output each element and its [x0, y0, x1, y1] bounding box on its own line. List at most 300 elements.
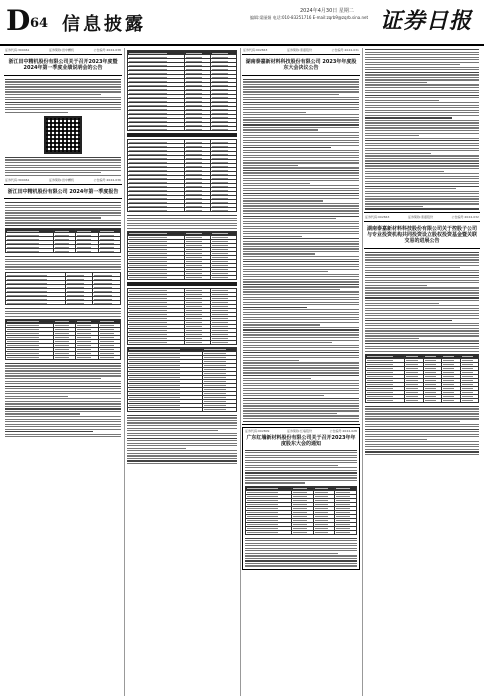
text-line	[365, 303, 439, 304]
text-line	[365, 178, 479, 179]
text-line	[5, 424, 121, 425]
text-line	[127, 225, 237, 226]
text-line	[243, 86, 359, 87]
text-line	[243, 162, 359, 163]
table-cell	[6, 356, 54, 360]
text-line	[5, 99, 121, 100]
text-line	[365, 277, 479, 278]
data-table	[127, 288, 237, 345]
column-divider	[362, 48, 363, 696]
text-line	[5, 157, 121, 158]
text-line	[245, 470, 357, 471]
text-line	[243, 309, 359, 310]
text-line	[243, 195, 359, 196]
text-line	[365, 130, 479, 131]
text-line	[243, 334, 359, 335]
text-line	[243, 410, 359, 411]
text-line	[243, 175, 359, 176]
text-line	[365, 254, 479, 255]
notice-title: 湖南泰嘉新材料科技股份有限公司关于控股子公司与专业投资机构共同投资设立股权投资基金暨关联交易的进展公告	[366, 225, 477, 245]
text-line	[5, 266, 121, 267]
table-cell	[314, 531, 336, 535]
text-line	[5, 159, 121, 160]
text-line	[365, 310, 479, 311]
table-cell	[6, 249, 54, 253]
notice-body	[4, 78, 122, 113]
notice-body	[4, 362, 122, 438]
text-line	[243, 170, 359, 171]
table-cell	[54, 249, 76, 253]
text-line	[127, 443, 237, 444]
text-line	[365, 133, 479, 134]
table-cell	[76, 356, 98, 360]
table-cell	[211, 208, 237, 212]
text-line	[365, 57, 479, 58]
text-line	[245, 553, 338, 554]
text-line	[365, 252, 479, 253]
text-line	[127, 455, 237, 456]
text-line	[5, 167, 121, 168]
text-line	[245, 455, 357, 456]
notice-body	[4, 201, 122, 226]
text-line	[243, 304, 359, 305]
text-line	[5, 431, 93, 432]
table-row	[366, 399, 479, 403]
text-line	[243, 372, 359, 373]
text-line	[365, 150, 479, 151]
text-line	[365, 416, 479, 417]
text-line	[243, 284, 359, 285]
table-cell	[54, 356, 76, 360]
text-line	[245, 548, 357, 549]
text-line	[365, 140, 479, 141]
text-line	[365, 155, 479, 156]
text-line	[243, 150, 359, 151]
table-cell	[128, 208, 185, 212]
data-table	[5, 272, 121, 305]
text-line	[243, 157, 359, 158]
text-line	[365, 270, 479, 271]
text-line	[243, 274, 359, 275]
text-line	[243, 208, 359, 209]
text-line	[243, 357, 359, 358]
text-line	[365, 79, 479, 80]
text-line	[5, 107, 121, 108]
text-line	[365, 100, 439, 101]
text-line	[5, 408, 121, 409]
editor-contact: 编辑:梁丽娟 电话:010-83251716 E-mail:zqrb9@zqrb.sina.net	[250, 15, 369, 20]
text-line	[365, 82, 427, 83]
text-line	[5, 403, 121, 404]
text-line	[5, 256, 121, 257]
text-line	[245, 550, 357, 551]
text-line	[245, 563, 357, 564]
text-line	[127, 425, 237, 426]
text-line	[365, 449, 479, 450]
text-line	[127, 440, 237, 441]
text-line	[243, 281, 359, 282]
text-line	[243, 319, 359, 320]
text-line	[365, 49, 479, 50]
text-line	[5, 210, 121, 211]
text-line	[243, 355, 359, 356]
text-line	[365, 208, 479, 209]
text-line	[243, 286, 359, 287]
notice-body	[242, 78, 360, 422]
table-cell	[211, 276, 237, 280]
data-table	[127, 139, 237, 212]
data-table	[5, 228, 121, 253]
table-row	[128, 208, 237, 212]
text-line	[245, 543, 357, 544]
table-header-bar	[127, 133, 237, 137]
text-line	[243, 210, 359, 211]
text-line	[365, 262, 479, 263]
data-table	[127, 50, 237, 131]
text-line	[365, 112, 479, 113]
text-line	[243, 223, 359, 224]
text-line	[365, 196, 479, 197]
notice-meta: 证券代码:002809 证券简称:红墙股份 公告编号:2024-028	[245, 428, 357, 433]
text-line	[127, 420, 237, 421]
text-line	[5, 215, 121, 216]
text-line	[365, 318, 479, 319]
text-line	[243, 413, 337, 414]
text-line	[245, 558, 357, 559]
text-line	[365, 413, 479, 414]
text-line	[243, 378, 311, 379]
text-line	[365, 343, 479, 344]
text-line	[127, 450, 237, 451]
notice-title: 浙江田中精机股份有限公司 2024年第一季度报告	[7, 188, 119, 195]
text-line	[365, 90, 479, 91]
text-line	[245, 457, 357, 458]
table-cell	[442, 399, 460, 403]
notice-title-block	[4, 54, 122, 76]
text-line	[365, 168, 479, 169]
text-line	[243, 332, 359, 333]
text-line	[243, 89, 359, 90]
text-line	[365, 143, 479, 144]
table-cell	[366, 399, 405, 403]
text-line	[365, 188, 456, 189]
text-line	[5, 225, 121, 226]
text-line	[365, 411, 479, 412]
text-line	[365, 429, 479, 430]
divider	[364, 212, 480, 213]
text-line	[243, 203, 359, 204]
text-line	[5, 368, 121, 369]
text-line	[243, 205, 359, 206]
page-letter: D	[6, 4, 31, 37]
text-line	[365, 295, 479, 296]
text-line	[365, 95, 479, 96]
text-line	[5, 388, 121, 389]
text-line	[243, 228, 359, 229]
table-cell	[185, 127, 211, 131]
text-line	[365, 125, 479, 126]
text-line	[365, 69, 479, 70]
text-line	[365, 305, 479, 306]
text-line	[243, 233, 359, 234]
text-line	[5, 316, 121, 317]
table-row	[6, 249, 121, 253]
table-row	[6, 301, 121, 305]
text-line	[245, 565, 357, 566]
text-line	[5, 411, 121, 412]
text-line	[245, 452, 357, 453]
text-line	[365, 191, 479, 192]
text-line	[243, 408, 359, 409]
text-line	[243, 362, 359, 363]
text-line	[5, 413, 80, 414]
text-line	[365, 171, 444, 172]
text-line	[5, 426, 121, 427]
text-line	[365, 97, 479, 98]
text-line	[5, 212, 121, 213]
text-line	[243, 193, 359, 194]
notice-body	[364, 48, 480, 210]
table-cell	[246, 531, 292, 535]
text-line	[245, 460, 357, 461]
table-cell	[99, 356, 121, 360]
text-line	[243, 380, 359, 381]
text-line	[127, 417, 237, 418]
text-line	[5, 434, 121, 435]
text-line	[365, 120, 479, 121]
text-line	[243, 155, 359, 156]
text-line	[243, 135, 359, 136]
text-line	[5, 259, 121, 260]
text-line	[243, 216, 359, 217]
text-line	[243, 269, 359, 270]
text-line	[127, 220, 237, 221]
text-line	[5, 81, 121, 82]
text-line	[243, 342, 332, 343]
notice-body	[126, 214, 238, 229]
text-line	[365, 148, 479, 149]
column-1	[4, 48, 122, 696]
text-line	[243, 266, 359, 267]
text-line	[243, 241, 359, 242]
text-line	[243, 198, 359, 199]
text-line	[365, 323, 479, 324]
text-line	[365, 282, 479, 283]
text-line	[365, 145, 479, 146]
notice-title: 湖南泰嘉新材料科技股份有限公司 2023年年度股东大会决议公告	[245, 59, 357, 72]
text-line	[365, 160, 479, 161]
text-line	[5, 416, 121, 417]
text-line	[127, 433, 237, 434]
data-table	[127, 347, 237, 412]
notice-title-block	[4, 184, 122, 199]
text-line	[243, 218, 336, 219]
text-line	[365, 280, 479, 281]
page-number: 64	[30, 16, 49, 31]
text-line	[127, 223, 237, 224]
text-line	[243, 188, 359, 189]
text-line	[5, 202, 121, 203]
text-line	[365, 183, 479, 184]
text-line	[5, 373, 121, 374]
text-line	[243, 405, 359, 406]
text-line	[365, 135, 419, 136]
text-line	[243, 264, 359, 265]
text-line	[365, 173, 479, 174]
text-line	[243, 147, 331, 148]
text-line	[365, 335, 479, 336]
text-line	[5, 381, 121, 382]
table-cell	[424, 399, 442, 403]
text-line	[5, 383, 121, 384]
text-line	[5, 393, 121, 394]
text-line	[245, 538, 357, 539]
text-line	[365, 72, 479, 73]
text-line	[365, 64, 460, 65]
text-line	[245, 475, 357, 476]
text-line	[243, 370, 359, 371]
text-line	[243, 345, 359, 346]
issue-date: 2024年4月30日 星期二	[300, 8, 354, 14]
text-line	[243, 398, 359, 399]
text-line	[365, 181, 479, 182]
text-line	[5, 391, 121, 392]
table-row	[128, 341, 237, 345]
text-line	[365, 348, 479, 349]
notice-title-block	[242, 54, 360, 76]
text-line	[365, 406, 479, 407]
masthead	[0, 0, 484, 46]
text-line	[243, 317, 359, 318]
notice-title: 广东红墙新材料股份有限公司关于召开2023年年度股东大会的通知	[246, 434, 356, 448]
text-line	[5, 396, 68, 397]
table-cell	[99, 249, 121, 253]
notice-meta: 证券代码:300461 证券简称:田中精机 公告编号:2024-036	[5, 177, 121, 182]
text-line	[243, 279, 359, 280]
text-line	[365, 265, 479, 266]
text-line	[5, 104, 121, 105]
text-line	[365, 257, 479, 258]
text-line	[243, 421, 359, 422]
notice-title-block	[364, 221, 480, 249]
text-line	[243, 119, 359, 120]
text-line	[5, 436, 121, 437]
table-cell	[66, 301, 94, 305]
text-line	[243, 314, 359, 315]
table-cell	[6, 301, 66, 305]
text-line	[127, 430, 218, 431]
table-cell	[292, 531, 314, 535]
text-line	[245, 482, 305, 483]
text-line	[243, 395, 324, 396]
text-line	[5, 175, 121, 176]
text-line	[243, 99, 359, 100]
data-table	[127, 231, 237, 280]
text-line	[243, 299, 359, 300]
text-line	[365, 267, 460, 268]
text-line	[245, 450, 357, 451]
text-line	[127, 428, 237, 429]
text-line	[365, 84, 479, 85]
text-line	[243, 172, 359, 173]
text-line	[243, 302, 359, 303]
text-line	[365, 431, 479, 432]
text-line	[5, 311, 121, 312]
table-cell	[185, 276, 211, 280]
text-line	[243, 400, 359, 401]
section-title: 信息披露	[62, 14, 146, 35]
text-line	[365, 320, 452, 321]
text-line	[365, 290, 479, 291]
text-line	[127, 458, 237, 459]
text-line	[243, 160, 359, 161]
text-line	[5, 162, 121, 163]
text-line	[365, 138, 479, 139]
text-line	[365, 117, 452, 118]
qr-code-icon	[44, 116, 82, 154]
table-cell	[203, 408, 237, 412]
text-line	[245, 480, 357, 481]
text-line	[243, 360, 299, 361]
notice-body	[4, 156, 122, 176]
text-line	[243, 127, 359, 128]
text-line	[243, 347, 359, 348]
text-line	[243, 109, 359, 110]
table-cell	[185, 341, 211, 345]
text-line	[365, 127, 479, 128]
text-line	[243, 200, 323, 201]
text-line	[5, 419, 121, 420]
text-line	[245, 467, 357, 468]
table-cell	[93, 301, 121, 305]
notice-body	[4, 307, 122, 317]
table-header-bar	[127, 282, 237, 286]
text-line	[243, 97, 359, 98]
text-line	[365, 313, 479, 314]
text-line	[243, 350, 359, 351]
text-line	[243, 248, 359, 249]
text-line	[365, 275, 479, 276]
text-line	[243, 418, 359, 419]
text-line	[243, 117, 359, 118]
text-line	[365, 426, 479, 427]
text-line	[5, 401, 121, 402]
text-line	[365, 424, 479, 425]
text-line	[243, 390, 359, 391]
text-line	[243, 352, 359, 353]
text-line	[243, 185, 359, 186]
text-line	[127, 445, 237, 446]
text-line	[5, 261, 121, 262]
text-line	[365, 87, 479, 88]
notice-body	[364, 251, 480, 352]
text-line	[243, 104, 359, 105]
text-line	[243, 140, 359, 141]
text-line	[243, 294, 359, 295]
text-line	[5, 370, 121, 371]
text-line	[5, 89, 121, 90]
text-line	[365, 454, 479, 455]
text-line	[243, 415, 359, 416]
notice-body	[244, 449, 358, 484]
text-line	[365, 444, 479, 445]
text-line	[5, 222, 121, 223]
text-line	[243, 183, 310, 184]
table-cell	[128, 127, 185, 131]
text-line	[243, 291, 359, 292]
text-line	[365, 308, 479, 309]
text-line	[243, 112, 306, 113]
